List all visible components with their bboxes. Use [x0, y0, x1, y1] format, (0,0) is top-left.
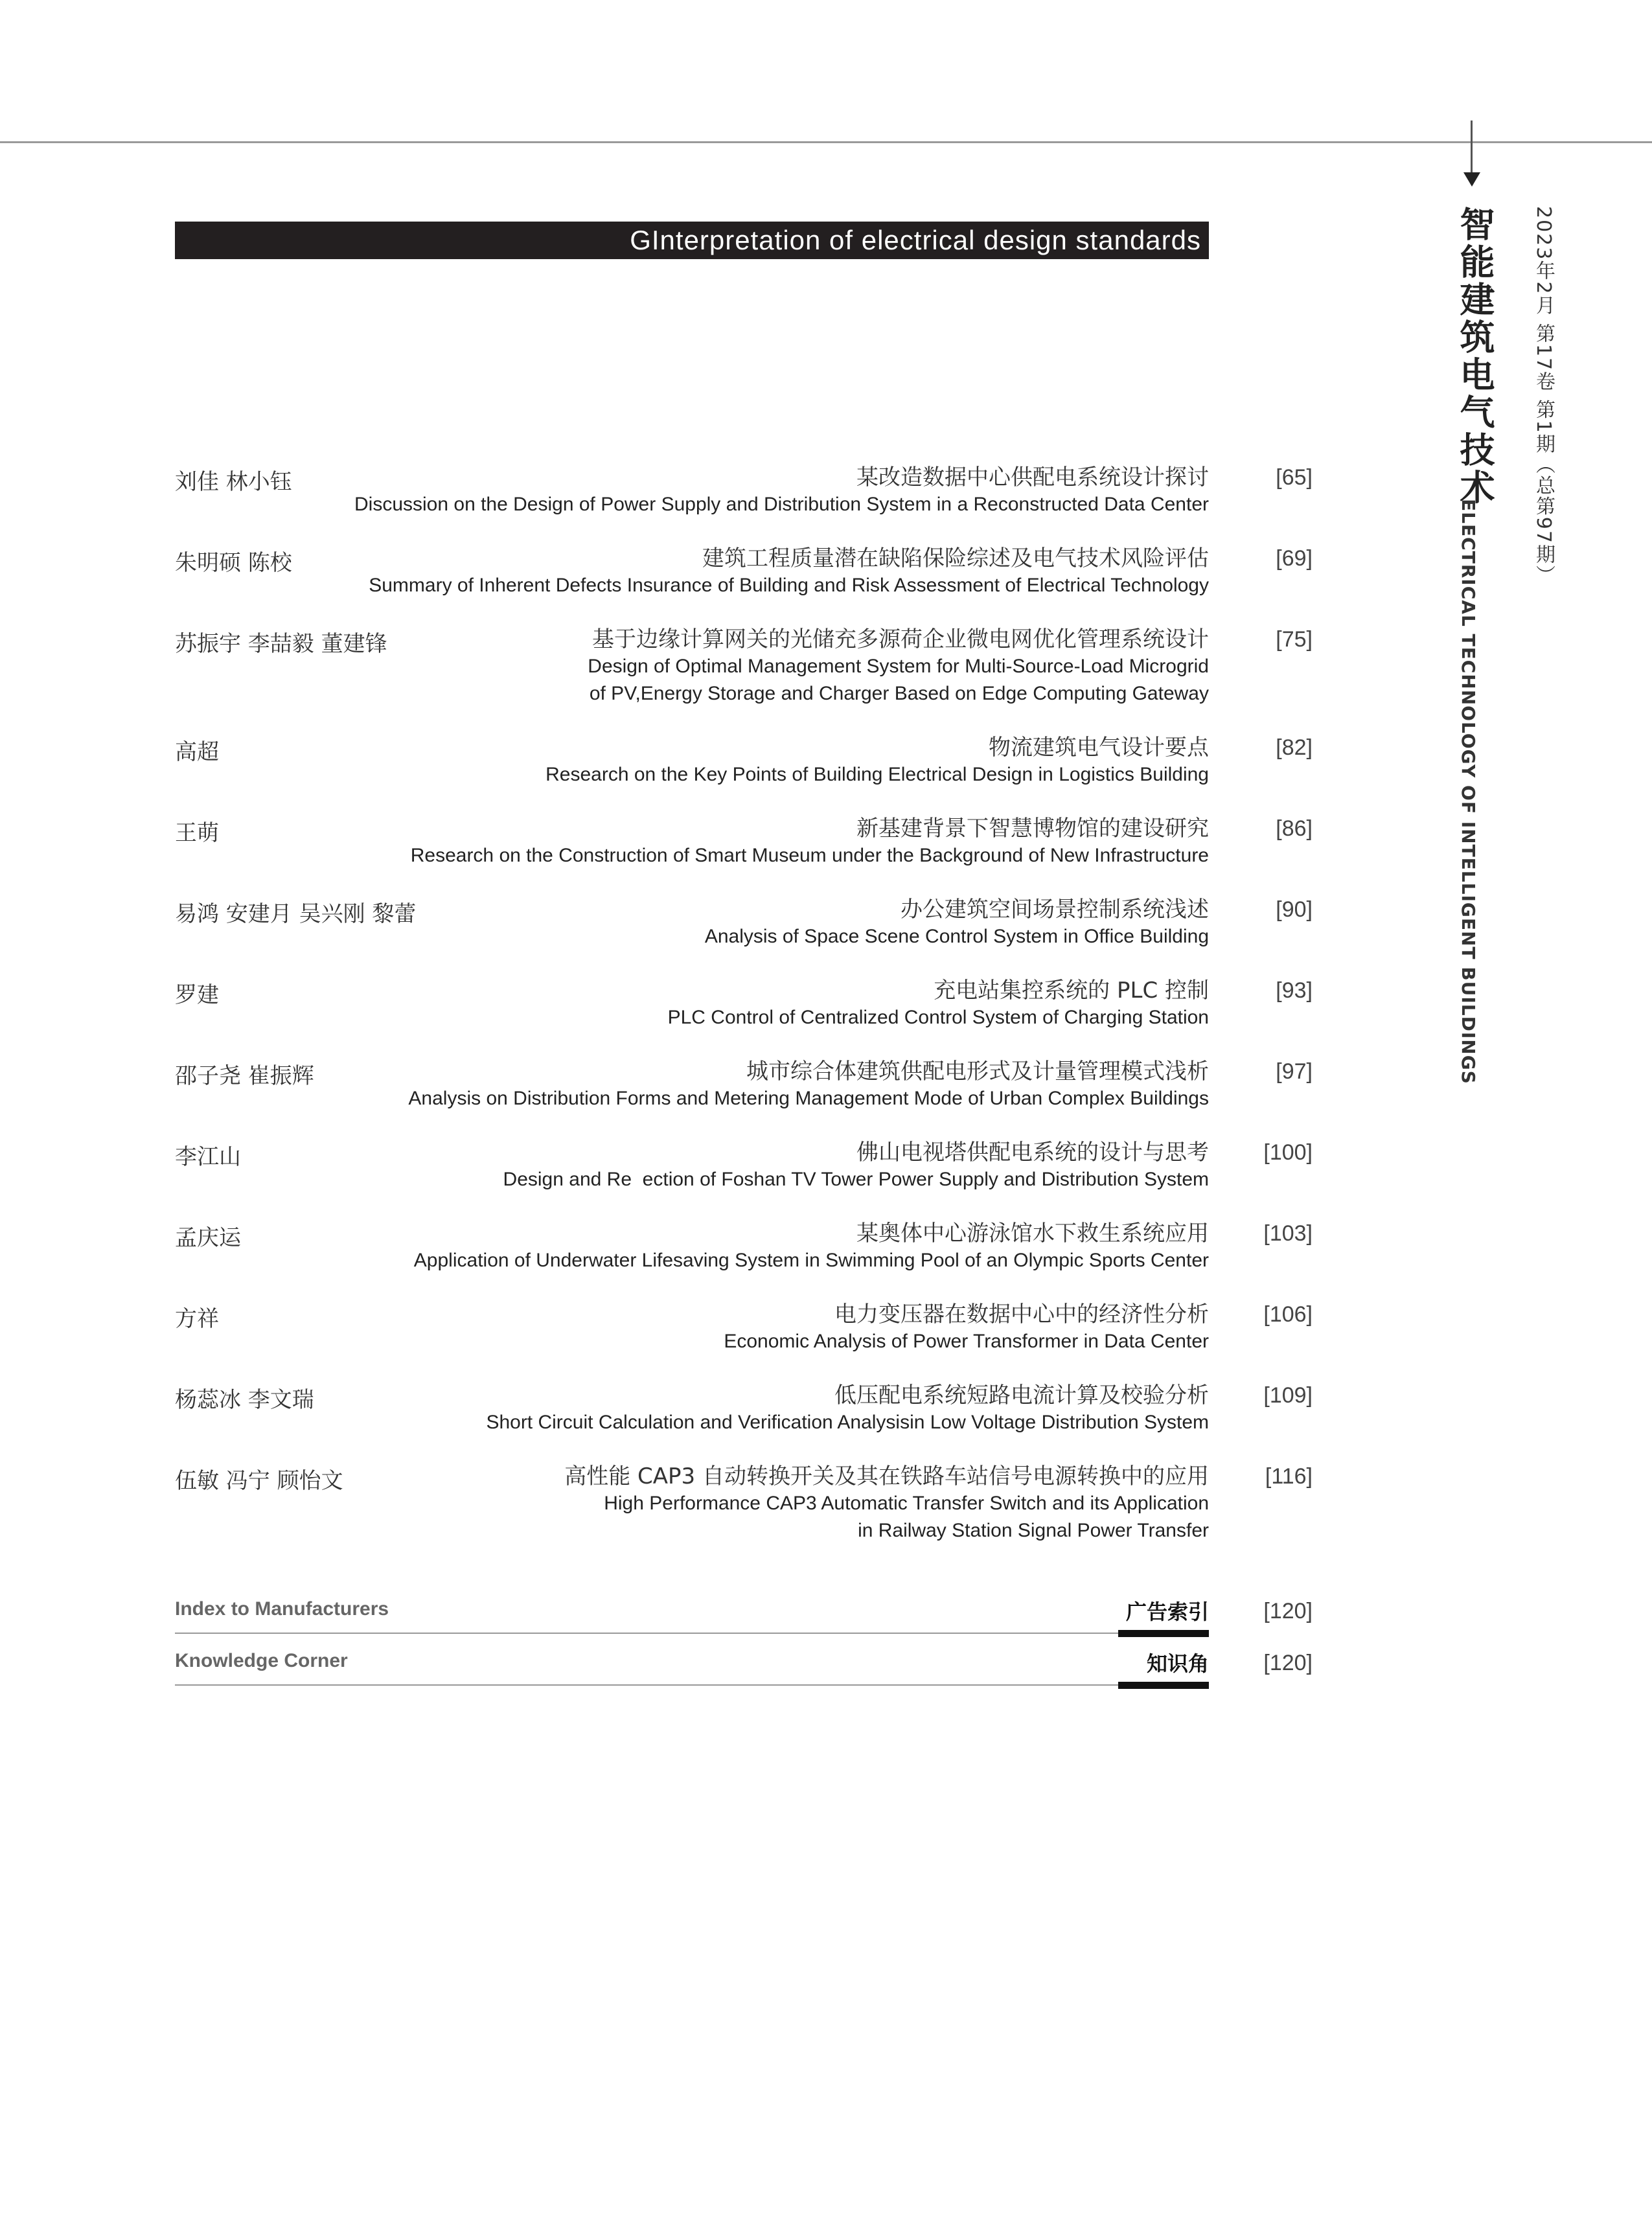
- entry-authors: 朱明硕 陈校: [175, 550, 292, 576]
- journal-name-en: ELECTRICAL TECHNOLOGY OF INTELLIGENT BUILDINGS: [1458, 499, 1479, 1084]
- entry-title-cn: 城市综合体建筑供配电形式及计量管理模式浅析: [746, 1059, 1209, 1084]
- entry-page: [90]: [1276, 897, 1313, 922]
- entry-page: [103]: [1263, 1221, 1313, 1246]
- index-row-en: Knowledge Corner: [175, 1650, 348, 1671]
- entry-page: [86]: [1276, 816, 1313, 841]
- entry-page: [106]: [1263, 1302, 1313, 1327]
- index-row-page: [120]: [1263, 1599, 1313, 1623]
- index-row-cn: 知识角: [1146, 1651, 1209, 1676]
- index-manufacturers-row[interactable]: [175, 1596, 1313, 1642]
- entry-page: [82]: [1276, 735, 1313, 760]
- entry-title-en: Design and Re ection of Foshan TV Tower Power Supply and Distribution System: [503, 1169, 1209, 1190]
- entry-title-cn: 某改造数据中心供配电系统设计探讨: [856, 464, 1209, 490]
- entry-page: [69]: [1276, 546, 1313, 571]
- entry-page: [97]: [1276, 1059, 1313, 1084]
- entry-title-en: Application of Underwater Lifesaving System in Swimming Pool of an Olympic Sports Center: [413, 1250, 1209, 1271]
- entry-authors: 伍敏 冯宁 顾怡文: [175, 1468, 343, 1494]
- entry-title-en: Analysis of Space Scene Control System in Office Building: [704, 926, 1209, 947]
- entry-authors: 罗建: [175, 982, 219, 1008]
- entry-page: [116]: [1265, 1464, 1313, 1489]
- index-row-page: [120]: [1263, 1651, 1313, 1675]
- entry-authors: 苏振宇 李喆毅 董建锋: [175, 631, 387, 657]
- entry-title-cn: 某奥体中心游泳馆水下救生系统应用: [856, 1221, 1209, 1246]
- entry-authors: 刘佳 林小钰: [175, 469, 292, 495]
- entry-title-cn: 低压配电系统短路电流计算及校验分析: [834, 1382, 1209, 1408]
- entry-title-cn: 办公建筑空间场景控制系统浅述: [901, 897, 1209, 923]
- entry-authors: 孟庆运: [175, 1225, 241, 1251]
- entry-authors: 方祥: [175, 1306, 219, 1332]
- entry-title-en: Design of Optimal Management System for Multi-Source-Load Microgrid of PV,Energy Storage and Charger Based on Edge Computing Gateway: [588, 656, 1209, 704]
- tab-marker: [1118, 1682, 1209, 1689]
- entry-title-en: Research on the Construction of Smart Museum under the Background of New Infrastructure: [410, 845, 1209, 866]
- entry-title-en: Research on the Key Points of Building Electrical Design in Logistics Building: [545, 764, 1209, 785]
- entry-title-en: Analysis on Distribution Forms and Metering Management Mode of Urban Complex Buildings: [408, 1088, 1209, 1109]
- entry-title-en: Summary of Inherent Defects Insurance of Building and Risk Assessment of Electrical Technology: [369, 575, 1209, 596]
- knowledge-corner-row[interactable]: [175, 1648, 1313, 1693]
- entry-title-en: Discussion on the Design of Power Supply and Distribution System in a Reconstructed Data Center: [354, 494, 1209, 515]
- entry-title-cn: 建筑工程质量潜在缺陷保险综述及电气技术风险评估: [702, 545, 1209, 571]
- entry-title-cn: 电力变压器在数据中心中的经济性分析: [834, 1301, 1209, 1327]
- entry-title-cn: 物流建筑电气设计要点: [989, 735, 1209, 761]
- entry-title-en: PLC Control of Centralized Control System of Charging Station: [667, 1007, 1209, 1028]
- index-row-cn: 广告索引: [1125, 1599, 1209, 1624]
- entry-title-en: Economic Analysis of Power Transformer in Data Center: [724, 1331, 1209, 1352]
- entry-title-cn: 佛山电视塔供配电系统的设计与思考: [856, 1140, 1209, 1165]
- entry-authors: 邵子尧 崔振辉: [175, 1063, 314, 1089]
- divider: [175, 1633, 1209, 1634]
- section-banner: GInterpretation of electrical design standards: [175, 222, 1209, 259]
- entry-page: [100]: [1263, 1140, 1313, 1165]
- entry-page: [65]: [1276, 465, 1313, 490]
- entry-title-cn: 充电站集控系统的 PLC 控制: [934, 978, 1209, 1003]
- top-rule: [0, 141, 1652, 143]
- journal-name-cn: 智能建筑电气技术: [1454, 206, 1495, 507]
- entry-title-cn: 基于边缘计算网关的光储充多源荷企业微电网优化管理系统设计: [592, 626, 1209, 652]
- entry-page: [75]: [1276, 627, 1313, 652]
- divider: [175, 1684, 1209, 1686]
- tab-marker: [1118, 1630, 1209, 1637]
- arrow-down-icon: [1463, 172, 1480, 187]
- entry-authors: 高超: [175, 739, 219, 765]
- entry-authors: 易鸿 安建月 吴兴刚 黎蕾: [175, 901, 417, 927]
- entry-page: [93]: [1276, 978, 1313, 1003]
- issue-info: 2023年2月 第17卷 第1期（总第97期）: [1532, 206, 1555, 586]
- entry-title-cn: 高性能 CAP3 自动转换开关及其在铁路车站信号电源转换中的应用: [564, 1463, 1209, 1489]
- entry-authors: 杨蕊冰 李文瑞: [175, 1387, 314, 1413]
- index-row-en: Index to Manufacturers: [175, 1598, 389, 1620]
- entry-title-cn: 新基建背景下智慧博物馆的建设研究: [856, 816, 1209, 842]
- entry-authors: 李江山: [175, 1144, 241, 1170]
- entry-authors: 王萌: [175, 820, 219, 846]
- arrow-line: [1471, 120, 1473, 172]
- entry-page: [109]: [1263, 1383, 1313, 1408]
- entry-title-en: High Performance CAP3 Automatic Transfer Switch and its Application in Railway Station Signal Power Transfer: [604, 1493, 1209, 1541]
- entry-title-en: Short Circuit Calculation and Verification Analysisin Low Voltage Distribution System: [486, 1412, 1209, 1433]
